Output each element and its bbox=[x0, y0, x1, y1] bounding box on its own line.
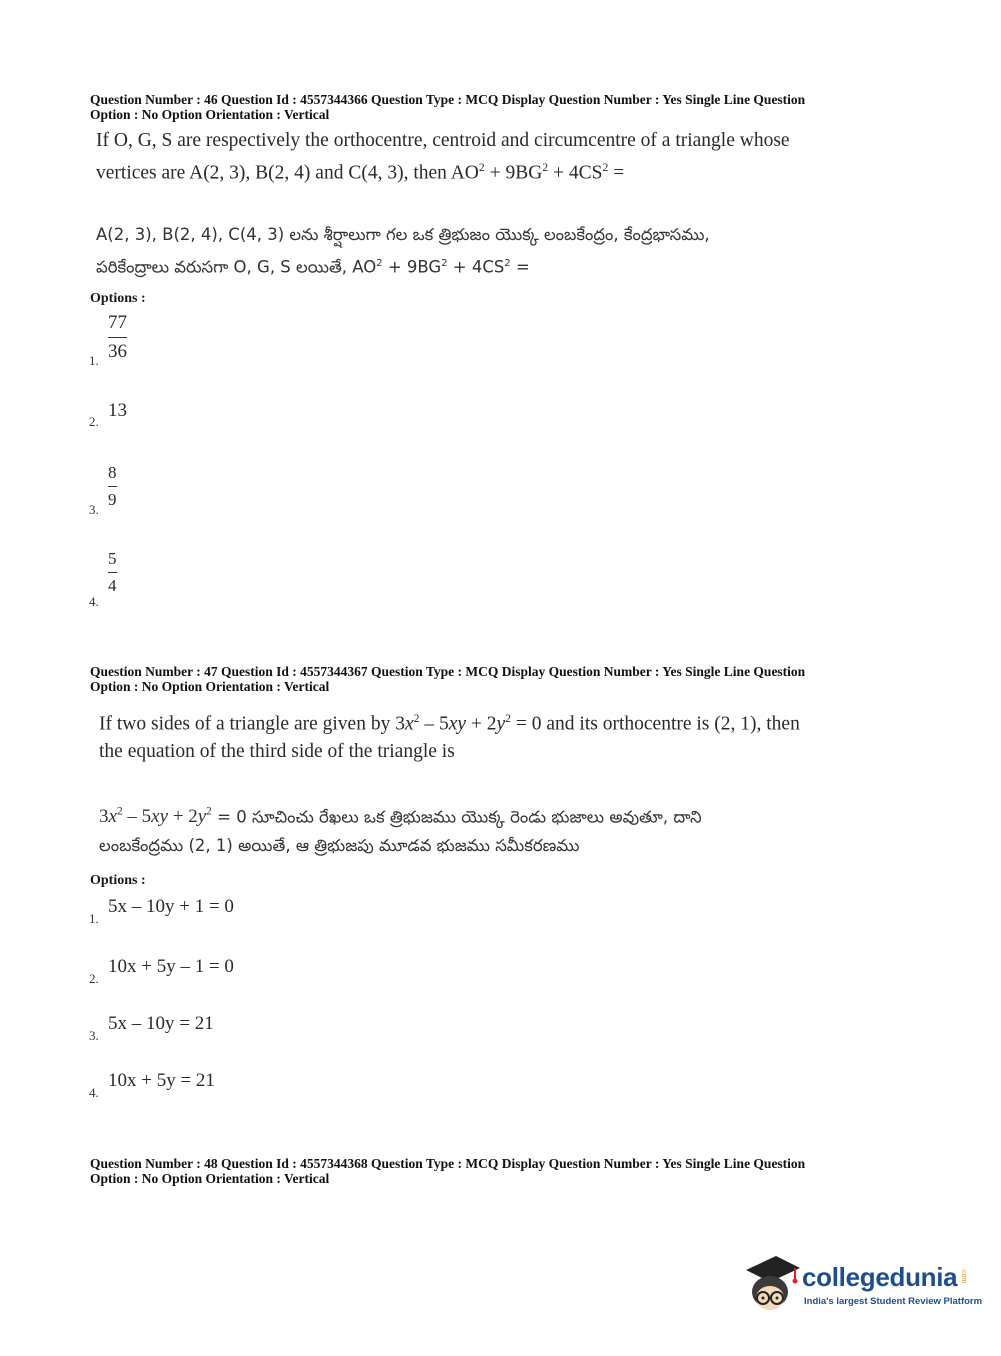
fraction-numerator: 8 bbox=[108, 463, 117, 482]
fraction-denominator: 9 bbox=[108, 490, 117, 509]
question-english-line1: If O, G, S are respectively the orthocentre, centroid and circumcentre of a triangle whose bbox=[96, 130, 790, 151]
option-number: 1. bbox=[89, 353, 99, 368]
question-telugu-line2: లంబకేంద్రము (2, 1) అయితే, ఆ త్రిభుజపు మూడవ భుజము సమీకరణము bbox=[99, 836, 580, 856]
logo-suffix: .com bbox=[960, 1268, 967, 1284]
question-meta-line2: Option : No Option Orientation : Vertical bbox=[90, 107, 330, 122]
option-2-value[interactable]: 13 bbox=[108, 400, 127, 421]
question-meta-line1: Question Number : 46 Question Id : 4557344366 Question Type : MCQ Display Question Number : Yes Single Line Question bbox=[90, 92, 806, 107]
fraction-denominator: 36 bbox=[108, 341, 127, 362]
option-number: 4. bbox=[89, 594, 99, 609]
option-number: 1. bbox=[89, 911, 99, 926]
logo-tagline: India's largest Student Review Platform bbox=[804, 1296, 983, 1307]
options-label: Options : bbox=[90, 291, 146, 306]
option-2-value[interactable]: 10x + 5y – 1 = 0 bbox=[108, 956, 234, 977]
mascot-icon bbox=[742, 1248, 802, 1318]
question-telugu-line1: A(2, 3), B(2, 4), C(4, 3) లను శీర్షాలుగా గల ఒక త్రిభుజం యొక్క లంబకేంద్రం, కేంద్రభాసము, bbox=[96, 225, 710, 244]
question-46-telugu bbox=[96, 220, 710, 282]
fraction-numerator: 5 bbox=[108, 549, 117, 568]
question-47-english bbox=[99, 705, 800, 765]
question-english-line2: vertices are A(2, 3), B(2, 4) and C(4, 3), then $AO^2 + 9BG^2 + 4CS^2$ = bbox=[96, 161, 625, 184]
logo-wordmark: collegedunia bbox=[802, 1262, 958, 1292]
options-label: Options : bbox=[90, 873, 146, 888]
option-4-value[interactable]: 10x + 5y = 21 bbox=[108, 1070, 215, 1091]
fraction-bar bbox=[108, 337, 127, 338]
collegedunia-logo bbox=[742, 1248, 983, 1318]
option-1-value[interactable]: 5x – 10y + 1 = 0 bbox=[108, 896, 234, 917]
question-meta-line2: Option : No Option Orientation : Vertical bbox=[90, 679, 330, 694]
fraction-denominator: 4 bbox=[108, 576, 117, 595]
question-meta-line1: Question Number : 47 Question Id : 4557344367 Question Type : MCQ Display Question Number : Yes Single Line Question bbox=[90, 664, 806, 679]
option-number: 4. bbox=[89, 1085, 99, 1100]
option-3-fraction[interactable] bbox=[108, 463, 117, 510]
option-number: 2. bbox=[89, 414, 99, 429]
question-telugu-line2: పరికేంద్రాలు వరుసగా O, G, S లయితే, $AO^2 + 9BG^2 + 4CS^2$ = bbox=[96, 257, 530, 277]
question-meta-line1: Question Number : 48 Question Id : 4557344368 Question Type : MCQ Display Question Number : Yes Single Line Question bbox=[90, 1156, 806, 1171]
question-46-english bbox=[96, 127, 790, 187]
option-number: 3. bbox=[89, 502, 99, 517]
question-english-line2: the equation of the third side of the triangle is bbox=[99, 740, 455, 762]
question-48-meta bbox=[90, 1156, 805, 1186]
question-telugu-line1: $3x^2 - 5xy + 2y^2 = 0$ సూచించు రేఖలు ఒక త్రిభుజము యొక్క రెండు భుజాలు అవుతూ, దాని bbox=[99, 806, 702, 828]
option-3-value[interactable]: 5x – 10y = 21 bbox=[108, 1013, 214, 1034]
option-1-fraction[interactable] bbox=[108, 312, 127, 363]
question-meta-line2: Option : No Option Orientation : Vertical bbox=[90, 1171, 330, 1186]
question-english-line1: If two sides of a triangle are given by $3x^2 - 5xy + 2y^2 = 0$ and its orthocentre is (2, 1), then bbox=[99, 712, 800, 735]
option-number: 2. bbox=[89, 971, 99, 986]
option-number: 3. bbox=[89, 1028, 99, 1043]
fraction-numerator: 77 bbox=[108, 312, 127, 333]
fraction-bar bbox=[108, 486, 117, 487]
question-46-meta bbox=[90, 92, 805, 122]
option-4-fraction[interactable] bbox=[108, 549, 117, 596]
question-47-meta bbox=[90, 664, 805, 694]
fraction-bar bbox=[108, 572, 117, 573]
question-47-telugu bbox=[99, 798, 702, 860]
